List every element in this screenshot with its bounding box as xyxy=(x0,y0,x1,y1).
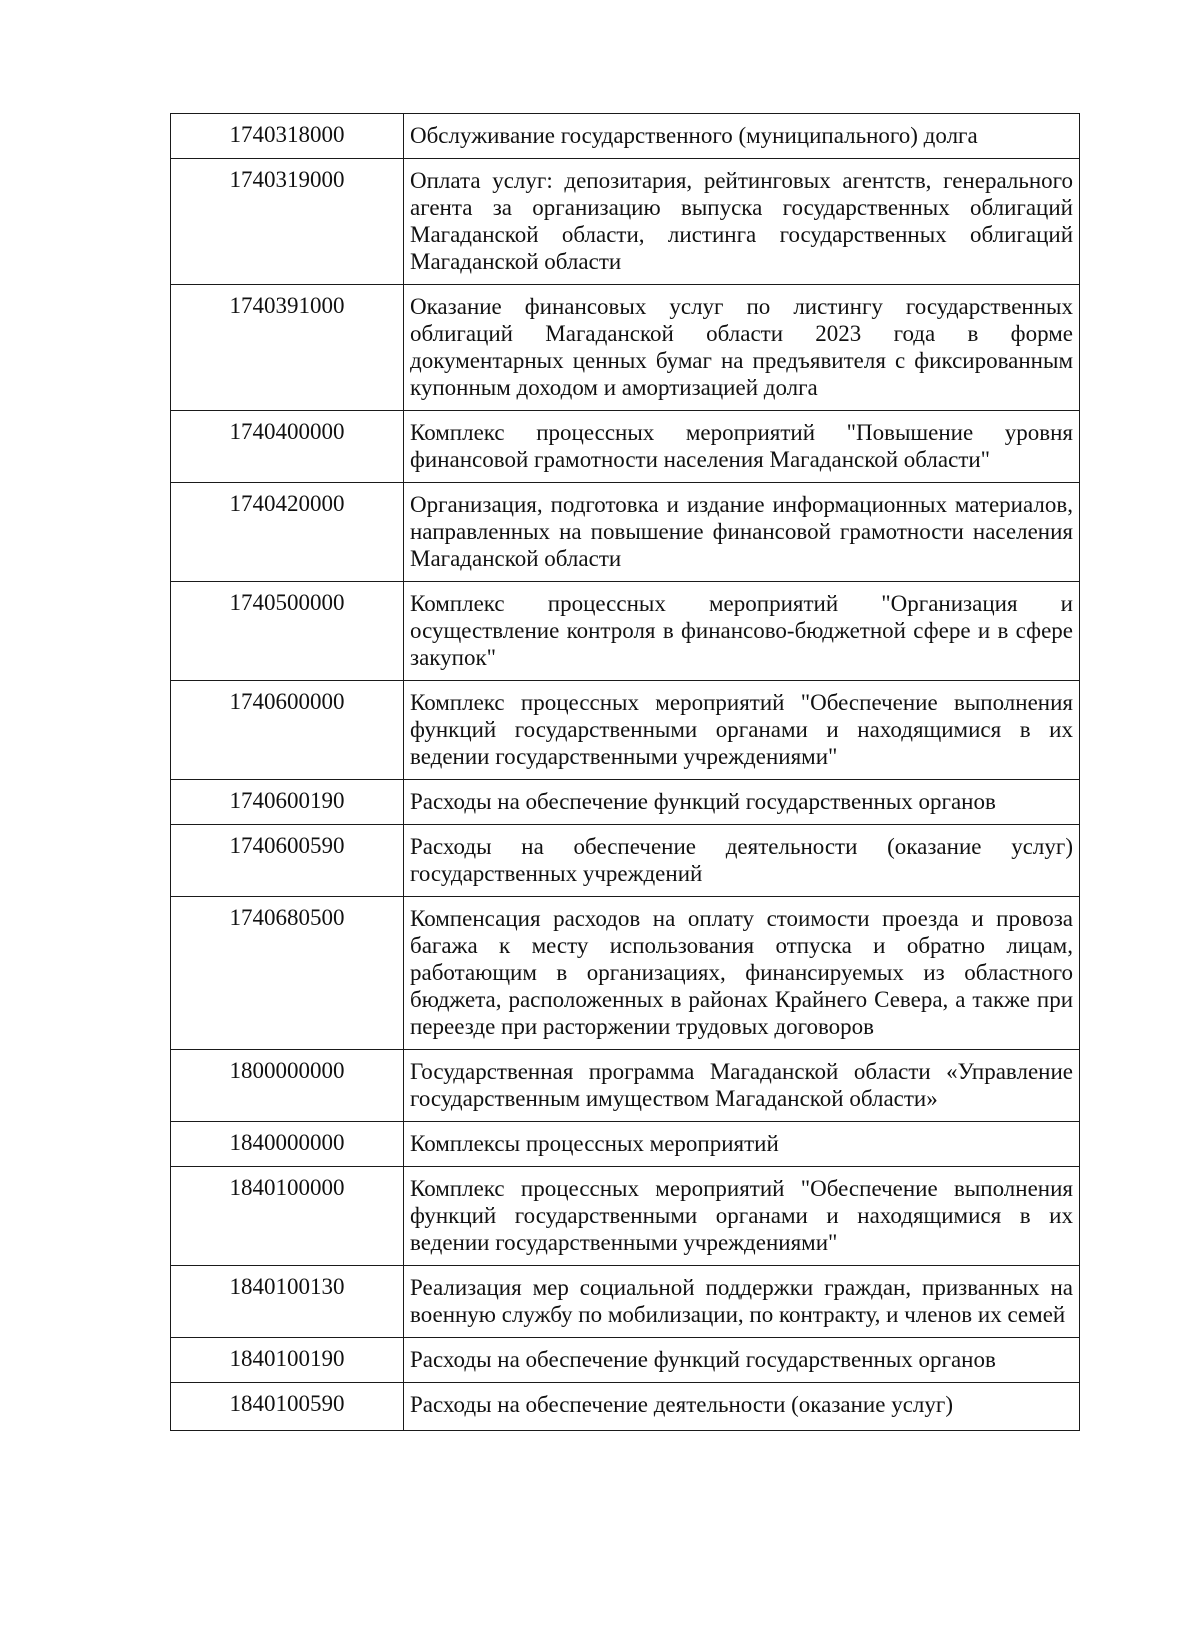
expenditure-description: Оказание финансовых услуг по листингу государственных облигаций Магаданской области 2023 года в форме документарных ценных бумаг на предъявителя с фиксированным купонным доходом и амортизацией долга xyxy=(404,285,1080,411)
target-article-code: 1840000000 xyxy=(171,1122,404,1167)
table-row xyxy=(171,681,1080,780)
target-article-code: 1840100190 xyxy=(171,1338,404,1383)
table-row xyxy=(171,114,1080,159)
table-row xyxy=(171,1167,1080,1266)
target-article-code: 1740600190 xyxy=(171,780,404,825)
table-row xyxy=(171,1122,1080,1167)
expenditure-description: Расходы на обеспечение функций государственных органов xyxy=(404,1338,1080,1383)
table-row xyxy=(171,582,1080,681)
expenditure-description: Комплекс процессных мероприятий "Организация и осуществление контроля в финансово-бюджетной сфере и в сфере закупок" xyxy=(404,582,1080,681)
budget-classification-table xyxy=(170,113,1080,1431)
target-article-code: 1840100130 xyxy=(171,1266,404,1338)
expenditure-description: Расходы на обеспечение функций государственных органов xyxy=(404,780,1080,825)
expenditure-description: Компенсация расходов на оплату стоимости проезда и провоза багажа к месту использования отпуска и обратно лицам, работающим в организациях, финансируемых из областного бюджета, расположенных в районах Крайнего Севера, а также при переезде при расторжении трудовых договоров xyxy=(404,897,1080,1050)
expenditure-description: Комплекс процессных мероприятий "Обеспечение выполнения функций государственными органами и находящимися в их ведении государственными учреждениями" xyxy=(404,1167,1080,1266)
table-row xyxy=(171,483,1080,582)
table-row xyxy=(171,411,1080,483)
target-article-code: 1740400000 xyxy=(171,411,404,483)
expenditure-description: Комплекс процессных мероприятий "Повышение уровня финансовой грамотности населения Магаданской области" xyxy=(404,411,1080,483)
target-article-code: 1740391000 xyxy=(171,285,404,411)
target-article-code: 1740318000 xyxy=(171,114,404,159)
table-row xyxy=(171,1383,1080,1431)
target-article-code: 1740500000 xyxy=(171,582,404,681)
expenditure-description: Организация, подготовка и издание информационных материалов, направленных на повышение финансовой грамотности населения Магаданской области xyxy=(404,483,1080,582)
target-article-code: 1740680500 xyxy=(171,897,404,1050)
target-article-code: 1840100000 xyxy=(171,1167,404,1266)
table-row xyxy=(171,285,1080,411)
target-article-code: 1800000000 xyxy=(171,1050,404,1122)
target-article-code: 1840100590 xyxy=(171,1383,404,1431)
expenditure-description: Расходы на обеспечение деятельности (оказание услуг) государственных учреждений xyxy=(404,825,1080,897)
expenditure-description: Обслуживание государственного (муниципального) долга xyxy=(404,114,1080,159)
expenditure-description: Расходы на обеспечение деятельности (оказание услуг) xyxy=(404,1383,1080,1431)
table-row xyxy=(171,825,1080,897)
table-row xyxy=(171,780,1080,825)
target-article-code: 1740319000 xyxy=(171,159,404,285)
table-row xyxy=(171,1338,1080,1383)
target-article-code: 1740420000 xyxy=(171,483,404,582)
target-article-code: 1740600000 xyxy=(171,681,404,780)
expenditure-description: Оплата услуг: депозитария, рейтинговых агентств, генерального агента за организацию выпуска государственных облигаций Магаданской области, листинга государственных облигаций Магаданской области xyxy=(404,159,1080,285)
expenditure-description: Комплекс процессных мероприятий "Обеспечение выполнения функций государственными органами и находящимися в их ведении государственными учреждениями" xyxy=(404,681,1080,780)
target-article-code: 1740600590 xyxy=(171,825,404,897)
table-row xyxy=(171,159,1080,285)
table-row xyxy=(171,1266,1080,1338)
expenditure-description: Реализация мер социальной поддержки граждан, призванных на военную службу по мобилизации, по контракту, и членов их семей xyxy=(404,1266,1080,1338)
table-row xyxy=(171,1050,1080,1122)
expenditure-description: Комплексы процессных мероприятий xyxy=(404,1122,1080,1167)
table-row xyxy=(171,897,1080,1050)
expenditure-description: Государственная программа Магаданской области «Управление государственным имуществом Магаданской области» xyxy=(404,1050,1080,1122)
